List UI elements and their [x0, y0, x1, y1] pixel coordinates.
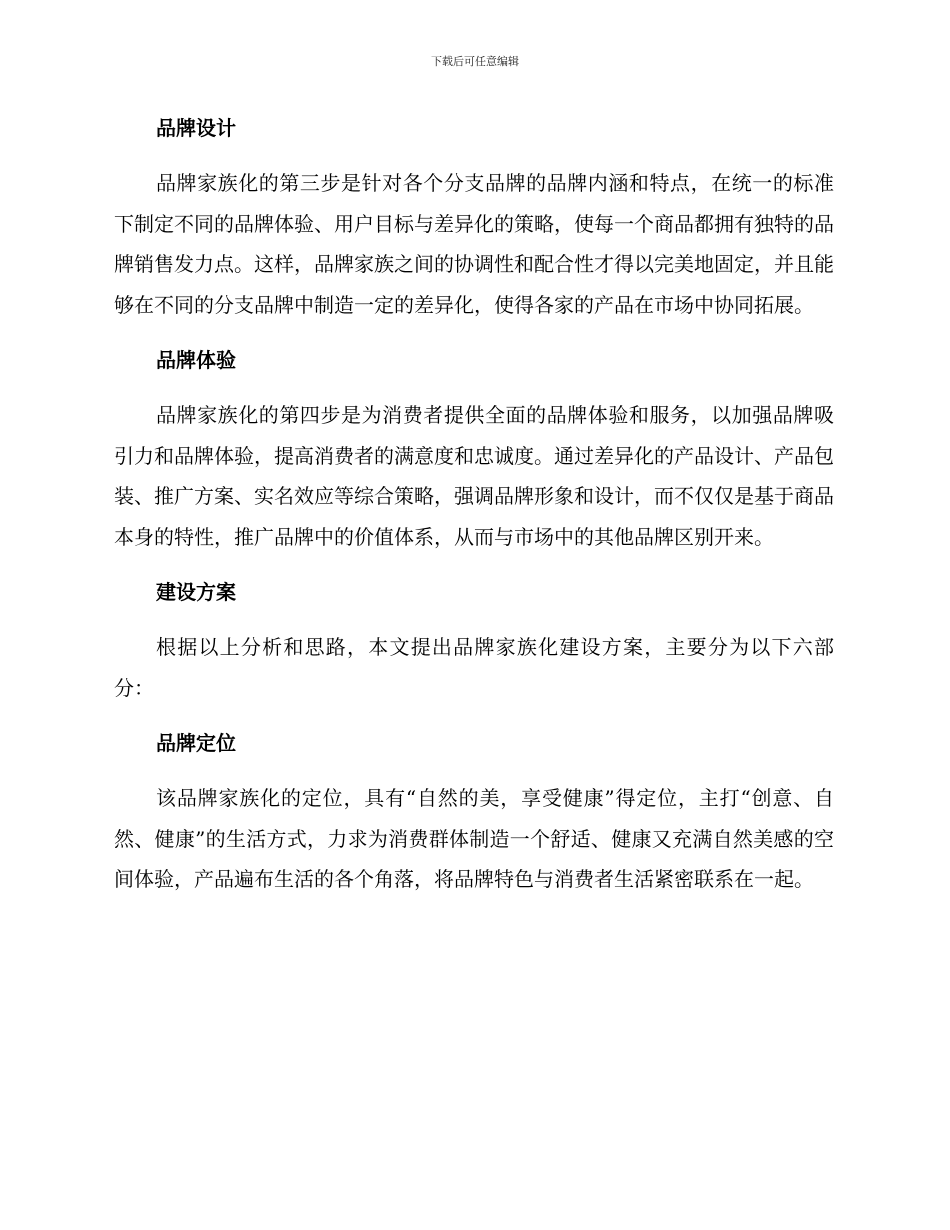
section-heading-brand-design: 品牌设计: [156, 116, 236, 140]
paragraph-brand-experience: 品牌家族化的第四步是为消费者提供全面的品牌体验和服务，以加强品牌吸引力和品牌体验，提高消费者的满意度和忠诚度。通过差异化的产品设计、产品包装、推广方案、实名效应等综合策略，强调品牌形象和设计，而不仅仅是基于商品本身的特性，推广品牌中的价值体系，从而与市场中的其他品牌区别开来。: [114, 403, 834, 549]
section-heading-brand-positioning: 品牌定位: [156, 731, 236, 755]
paragraph-construction-plan: 根据以上分析和思路，本文提出品牌家族化建设方案，主要分为以下六部分：: [114, 635, 834, 700]
paragraph-brand-design: 品牌家族化的第三步是针对各个分支品牌的品牌内涵和特点，在统一的标准下制定不同的品牌体验、用户目标与差异化的策略，使每一个商品都拥有独特的品牌销售发力点。这样，品牌家族之间的协调性和配合性才得以完美地固定，并且能够在不同的分支品牌中制造一定的差异化，使得各家的产品在市场中协同拓展。: [114, 171, 834, 317]
section-heading-construction-plan: 建设方案: [156, 580, 236, 604]
page-header: 下载后可任意编辑: [431, 55, 519, 68]
document-body: [114, 108, 834, 915]
section-heading-brand-experience: 品牌体验: [156, 348, 236, 372]
paragraph-brand-positioning: 该品牌家族化的定位，具有“自然的美，享受健康”得定位，主打“创意、自然、健康”的生活方式，力求为消费群体制造一个舒适、健康又充满自然美感的空间体验，产品遍布生活的各个角落，将品牌特色与消费者生活紧密联系在一起。: [114, 786, 834, 891]
